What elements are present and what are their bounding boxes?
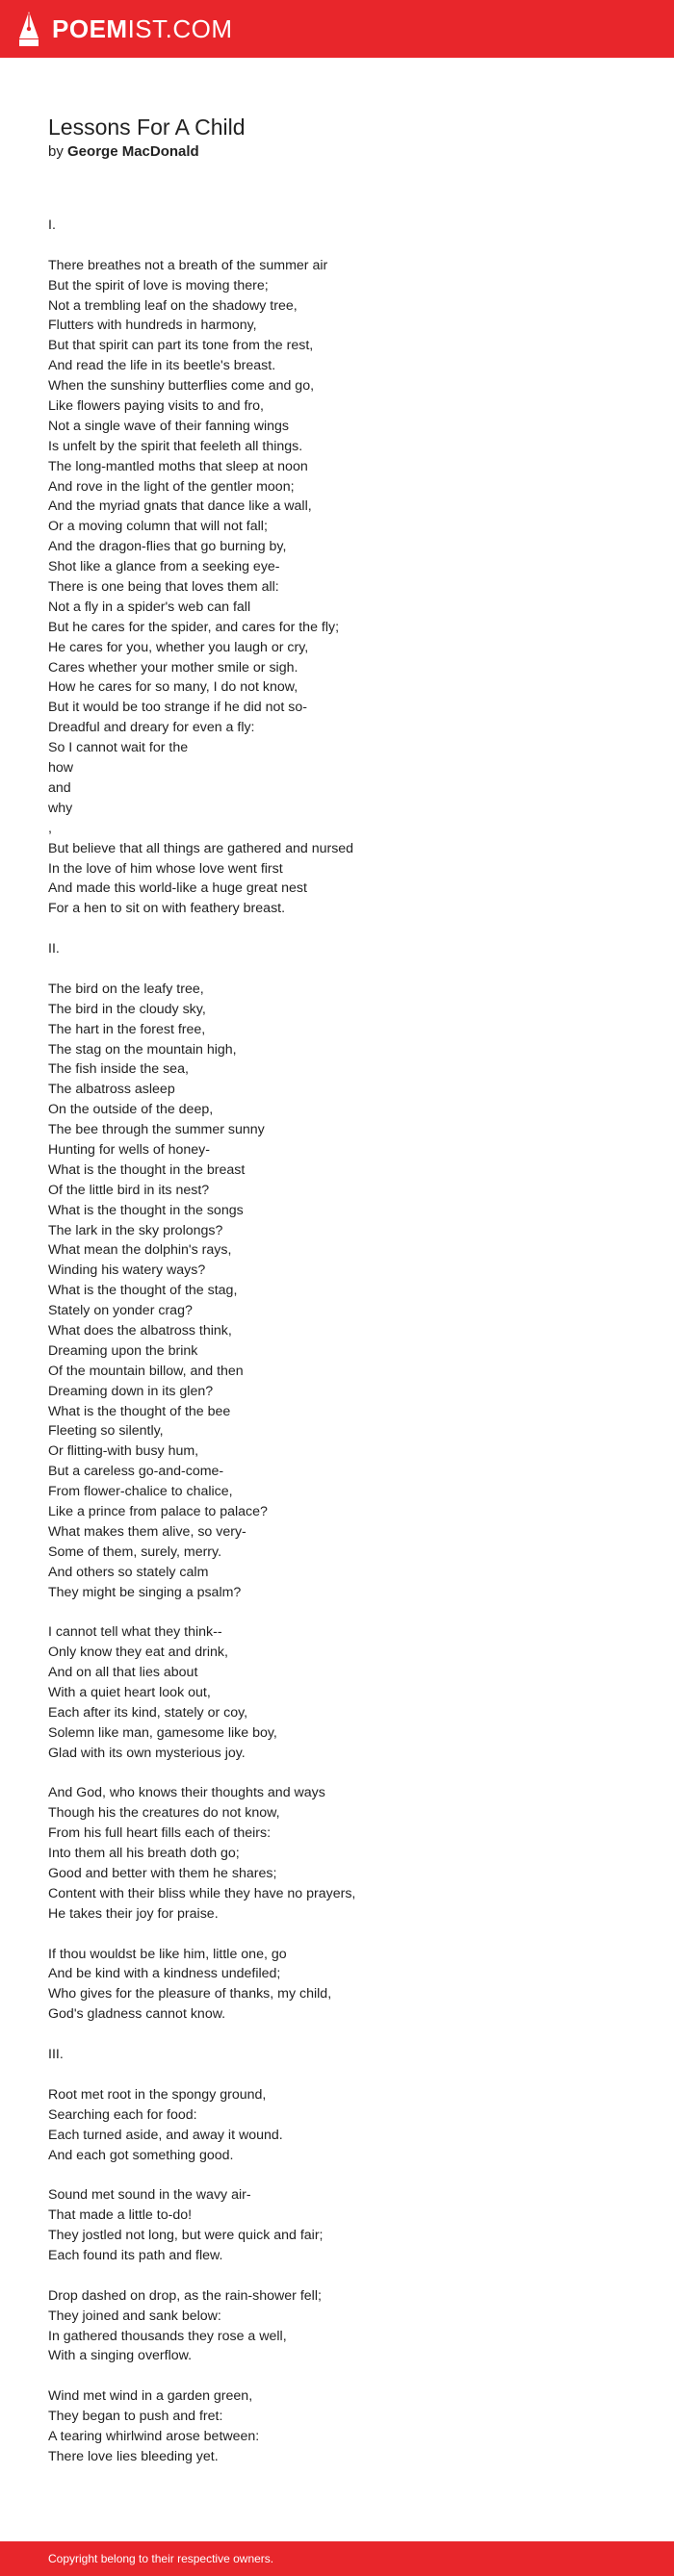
poem-line: On the outside of the deep, (48, 1102, 214, 1118)
poem-line: Sound met sound in the wavy air- (48, 2187, 251, 2204)
poem-line: why (48, 800, 73, 816)
poem-line: Is unfelt by the spirit that feeleth all things. (48, 438, 303, 454)
poem-line (48, 2065, 626, 2085)
poem-title: Lessons For A Child (48, 115, 246, 140)
poem-line: Each found its path and flew. (48, 2247, 223, 2263)
poem-line: III. (48, 2047, 64, 2063)
poem-line: And made this world-like a huge great nest (48, 880, 307, 897)
poem-line: Root met root in the spongy ground, (48, 2086, 267, 2103)
pen-nib-icon (17, 10, 40, 48)
poem-line: how (48, 760, 74, 777)
poem-line (48, 2165, 626, 2185)
poem-line: How he cares for so many, I do not know, (48, 679, 298, 696)
poem-line: Like flowers paying visits to and fro, (48, 398, 264, 415)
poem-line: Into them all his breath doth go; (48, 1846, 240, 1862)
poem-line (48, 1764, 626, 1784)
poem-line: They jostled not long, but were quick and fair; (48, 2228, 324, 2244)
poem-line (48, 2025, 626, 2045)
logo-brand-light: IST.COM (127, 14, 233, 43)
poem-line: Dreaming upon the brink (48, 1342, 198, 1359)
poem-line: Not a single wave of their fanning wings (48, 418, 289, 434)
poem-line: So I cannot wait for the (48, 740, 189, 756)
poem-byline (48, 142, 626, 162)
poem-line (48, 1925, 626, 1945)
poem-line (48, 919, 626, 939)
poem-line: The lark in the sky prolongs? (48, 1222, 223, 1238)
poem-line: What mean the dolphin's rays, (48, 1242, 232, 1259)
poem-line (48, 236, 626, 256)
poem-line: A tearing whirlwind arose between: (48, 2428, 260, 2444)
poem-line: II. (48, 941, 60, 957)
poem-line: Or a moving column that will not fall; (48, 519, 268, 535)
poem-line: Winding his watery ways? (48, 1262, 206, 1279)
poem-line: They began to push and fret: (48, 2409, 223, 2425)
poem-line: From flower-chalice to chalice, (48, 1484, 233, 1500)
poem-line: What does the albatross think, (48, 1322, 232, 1339)
poem-line: And the dragon-flies that go burning by, (48, 539, 287, 555)
poem-line: He takes their joy for praise. (48, 1905, 219, 1922)
poem-line: Only know they eat and drink, (48, 1645, 228, 1661)
poem-line: And on all that lies about (48, 1665, 198, 1681)
poem-line: Content with their bliss while they have no prayers, (48, 1885, 356, 1901)
poem-line: Wind met wind in a garden green, (48, 2388, 253, 2405)
poem-line: And rove in the light of the gentler moon; (48, 478, 295, 495)
poem-line: The long-mantled moths that sleep at noon (48, 458, 308, 474)
poem-line: Stately on yonder crag? (48, 1303, 193, 1319)
poem-line: But that spirit can part its tone from the rest, (48, 338, 314, 354)
poem-line: The albatross asleep (48, 1082, 175, 1098)
poem-line: Each after its kind, stately or coy, (48, 1704, 248, 1721)
poem-line: Shot like a glance from a seeking eye- (48, 559, 280, 575)
poem-line: Of the mountain billow, and then (48, 1363, 244, 1379)
poem-line: And others so stately calm (48, 1564, 209, 1580)
site-logo-link[interactable] (17, 10, 233, 48)
poem-author-link[interactable]: George MacDonald (67, 143, 199, 160)
poem-line: He cares for you, whether you laugh or cry, (48, 639, 309, 655)
poem-line: But a careless go-and-come- (48, 1464, 224, 1480)
poem-line: I. (48, 217, 56, 233)
poem-line: Who gives for the pleasure of thanks, my child, (48, 1986, 332, 2002)
poem-line: Hunting for wells of honey- (48, 1141, 210, 1158)
poem-line: What is the thought of the bee (48, 1403, 231, 1419)
poem-line: Dreadful and dreary for even a fly: (48, 720, 255, 736)
poem-line: The bee through the summer sunny (48, 1122, 265, 1138)
poem-line: Dreaming down in its glen? (48, 1383, 214, 1399)
poem-line: When the sunshiny butterflies come and go, (48, 378, 315, 395)
poem-line: Good and better with them he shares; (48, 1866, 277, 1882)
poem-line: Like a prince from palace to palace? (48, 1504, 268, 1519)
poem-line: and (48, 779, 71, 796)
poem-line: Drop dashed on drop, as the rain-shower fell; (48, 2287, 322, 2304)
logo-brand-bold: POEM (52, 14, 128, 43)
poem-line: The fish inside the sea, (48, 1061, 189, 1078)
poem-line: But he cares for the spider, and cares for the fly; (48, 619, 340, 635)
poem-line: And God, who knows their thoughts and ways (48, 1785, 325, 1801)
poem-line: From his full heart fills each of theirs: (48, 1825, 272, 1842)
poem-line: In the love of him whose love went first (48, 860, 283, 877)
poem-line: With a singing overflow. (48, 2348, 193, 2364)
poem-line: Of the little bird in its nest? (48, 1182, 210, 1198)
poem-line: That made a little to-do! (48, 2207, 193, 2224)
poem-line: But it would be too strange if he did not so- (48, 700, 307, 716)
poem-line: The hart in the forest free, (48, 1021, 206, 1037)
poem-line: Each turned aside, and away it wound. (48, 2127, 283, 2143)
site-header (0, 0, 674, 58)
poem-line: There love lies bleeding yet. (48, 2448, 219, 2464)
poem-line: And read the life in its beetle's breast. (48, 358, 276, 374)
poem-line: But the spirit of love is moving there; (48, 277, 269, 293)
poem-line: , (48, 820, 52, 836)
poem-line: Flutters with hundreds in harmony, (48, 318, 257, 334)
poem-line: Not a trembling leaf on the shadowy tree, (48, 297, 298, 314)
poem-line: They joined and sank below: (48, 2308, 221, 2324)
poem-line: Glad with its own mysterious joy. (48, 1745, 246, 1761)
poem-line (48, 2266, 626, 2286)
site-logo-text (52, 16, 233, 41)
site-footer (0, 2541, 674, 2576)
poem-body (48, 216, 626, 2467)
poem-line (48, 959, 626, 980)
poem-line: There breathes not a breath of the summer air (48, 257, 328, 273)
poem-line: What is the thought in the breast (48, 1161, 246, 1178)
poem-line: Not a fly in a spider's web can fall (48, 599, 251, 615)
poem-line: Solemn like man, gamesome like boy, (48, 1724, 277, 1741)
poem-line: But believe that all things are gathered and nursed (48, 840, 354, 856)
poem-line: Fleeting so silently, (48, 1423, 164, 1440)
poem-line: In gathered thousands they rose a well, (48, 2328, 287, 2344)
poem-line: With a quiet heart look out, (48, 1685, 211, 1701)
poem-line: I cannot tell what they think-- (48, 1624, 222, 1641)
byline-label: by (48, 143, 64, 160)
poem-line: And each got something good. (48, 2147, 234, 2163)
poem-line: Cares whether your mother smile or sigh. (48, 659, 298, 676)
poem-line: If thou wouldst be like him, little one, go (48, 1946, 287, 1962)
poem-line: Some of them, surely, merry. (48, 1543, 222, 1560)
poem-line: The bird on the leafy tree, (48, 981, 204, 997)
poem-line: What is the thought of the stag, (48, 1283, 238, 1299)
poem-line (48, 2366, 626, 2386)
poem-line: God's gladness cannot know. (48, 2006, 226, 2023)
poem-line: And be kind with a kindness undefiled; (48, 1966, 281, 1982)
poem-line: The bird in the cloudy sky, (48, 1001, 206, 1017)
poem-line: Though his the creatures do not know, (48, 1805, 280, 1822)
poem-line: They might be singing a psalm? (48, 1584, 242, 1600)
poem-line: The stag on the mountain high, (48, 1041, 237, 1058)
poem-line (48, 1602, 626, 1622)
poem-line: Searching each for food: (48, 2106, 197, 2123)
poem-line: There is one being that loves them all: (48, 579, 279, 596)
poem-line: What makes them alive, so very- (48, 1523, 246, 1540)
poem-line: For a hen to sit on with feathery breast. (48, 901, 286, 917)
poem-content (48, 114, 626, 2467)
poem-line: And the myriad gnats that dance like a wall, (48, 498, 312, 515)
poem-line: What is the thought in the songs (48, 1202, 244, 1218)
footer-copyright: Copyright belong to their respective owners. (48, 2552, 274, 2565)
poem-line: Or flitting-with busy hum, (48, 1443, 199, 1460)
